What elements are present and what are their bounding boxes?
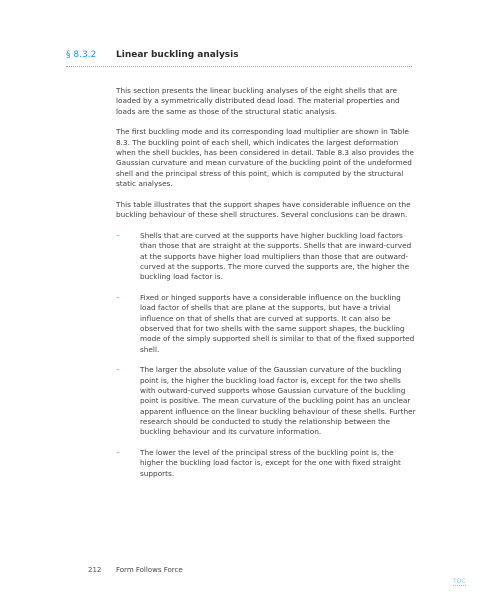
body-text bbox=[116, 86, 416, 489]
section-header bbox=[66, 50, 412, 67]
paragraph-intro: This section presents the linear buckling analyses of the eight shells that are loaded by a symmetrically distributed dead load. The material properties and loads are the same as those of the structural static analysis. bbox=[116, 86, 400, 116]
list-item-text: The lower the level of the principal stress of the buckling point is, the higher the buckling load factor is, except for the one with fixed straight supports. bbox=[140, 448, 401, 478]
bullet-dash: – bbox=[116, 365, 120, 375]
page-number: 212 bbox=[88, 566, 102, 574]
list-item bbox=[116, 448, 416, 479]
section-title: Linear buckling analysis bbox=[116, 50, 239, 60]
paragraph-table-summary: This table illustrates that the support shapes have considerable influence on the buckling behaviour of these shell structures. Several conclusions can be drawn. bbox=[116, 199, 411, 220]
conclusions-list bbox=[116, 231, 416, 479]
list-item bbox=[116, 231, 416, 283]
list-item-text: Shells that are curved at the supports have higher buckling load factors than those that are straight at the supports. Shells that are inward-curved at the supports have higher load multipliers than those that are outward-curved at the supports. The more curved the supports are, the higher the buckling load factor is. bbox=[140, 230, 412, 282]
list-item bbox=[116, 293, 416, 355]
book-title: Form Follows Force bbox=[116, 566, 183, 574]
list-item-text: Fixed or hinged supports have a considerable influence on the buckling load factor of shells that are plane at the supports, but have a trivial influence on that of shells that are curved at supports. It can also be observed that for two shells with the same support shapes, the buckling mode of the simply supported shell is similar to that of the fixed supported shell. bbox=[140, 292, 415, 354]
bullet-dash: – bbox=[116, 292, 120, 302]
list-item-text: The larger the absolute value of the Gaussian curvature of the buckling point is, the higher the buckling load factor is, except for the two shells with outward-curved supports whose Gaussian curvature of the buckling point is positive. The mean curvature of the buckling point has an unclear apparent influence on the linear buckling behaviour of these shells. Further research should be conducted to study the relationship between the buckling behaviour and its curvature information. bbox=[140, 365, 416, 437]
toc-link[interactable]: TOC bbox=[453, 578, 466, 585]
bullet-dash: – bbox=[116, 230, 120, 240]
section-number: § 8.3.2 bbox=[66, 50, 97, 60]
list-item bbox=[116, 365, 416, 437]
bullet-dash: – bbox=[116, 448, 120, 458]
paragraph-buckling-mode: The first buckling mode and its corresponding load multiplier are shown in Table 8.3. The buckling point of each shell, which indicates the largest deformation when the shell buckles, has been considered in detail. Table 8.3 also provides the Gaussian curvature and mean curvature of the buckling point of the undeformed shell and the principal stress of this point, which is computed by the structural static analyses. bbox=[116, 127, 414, 189]
